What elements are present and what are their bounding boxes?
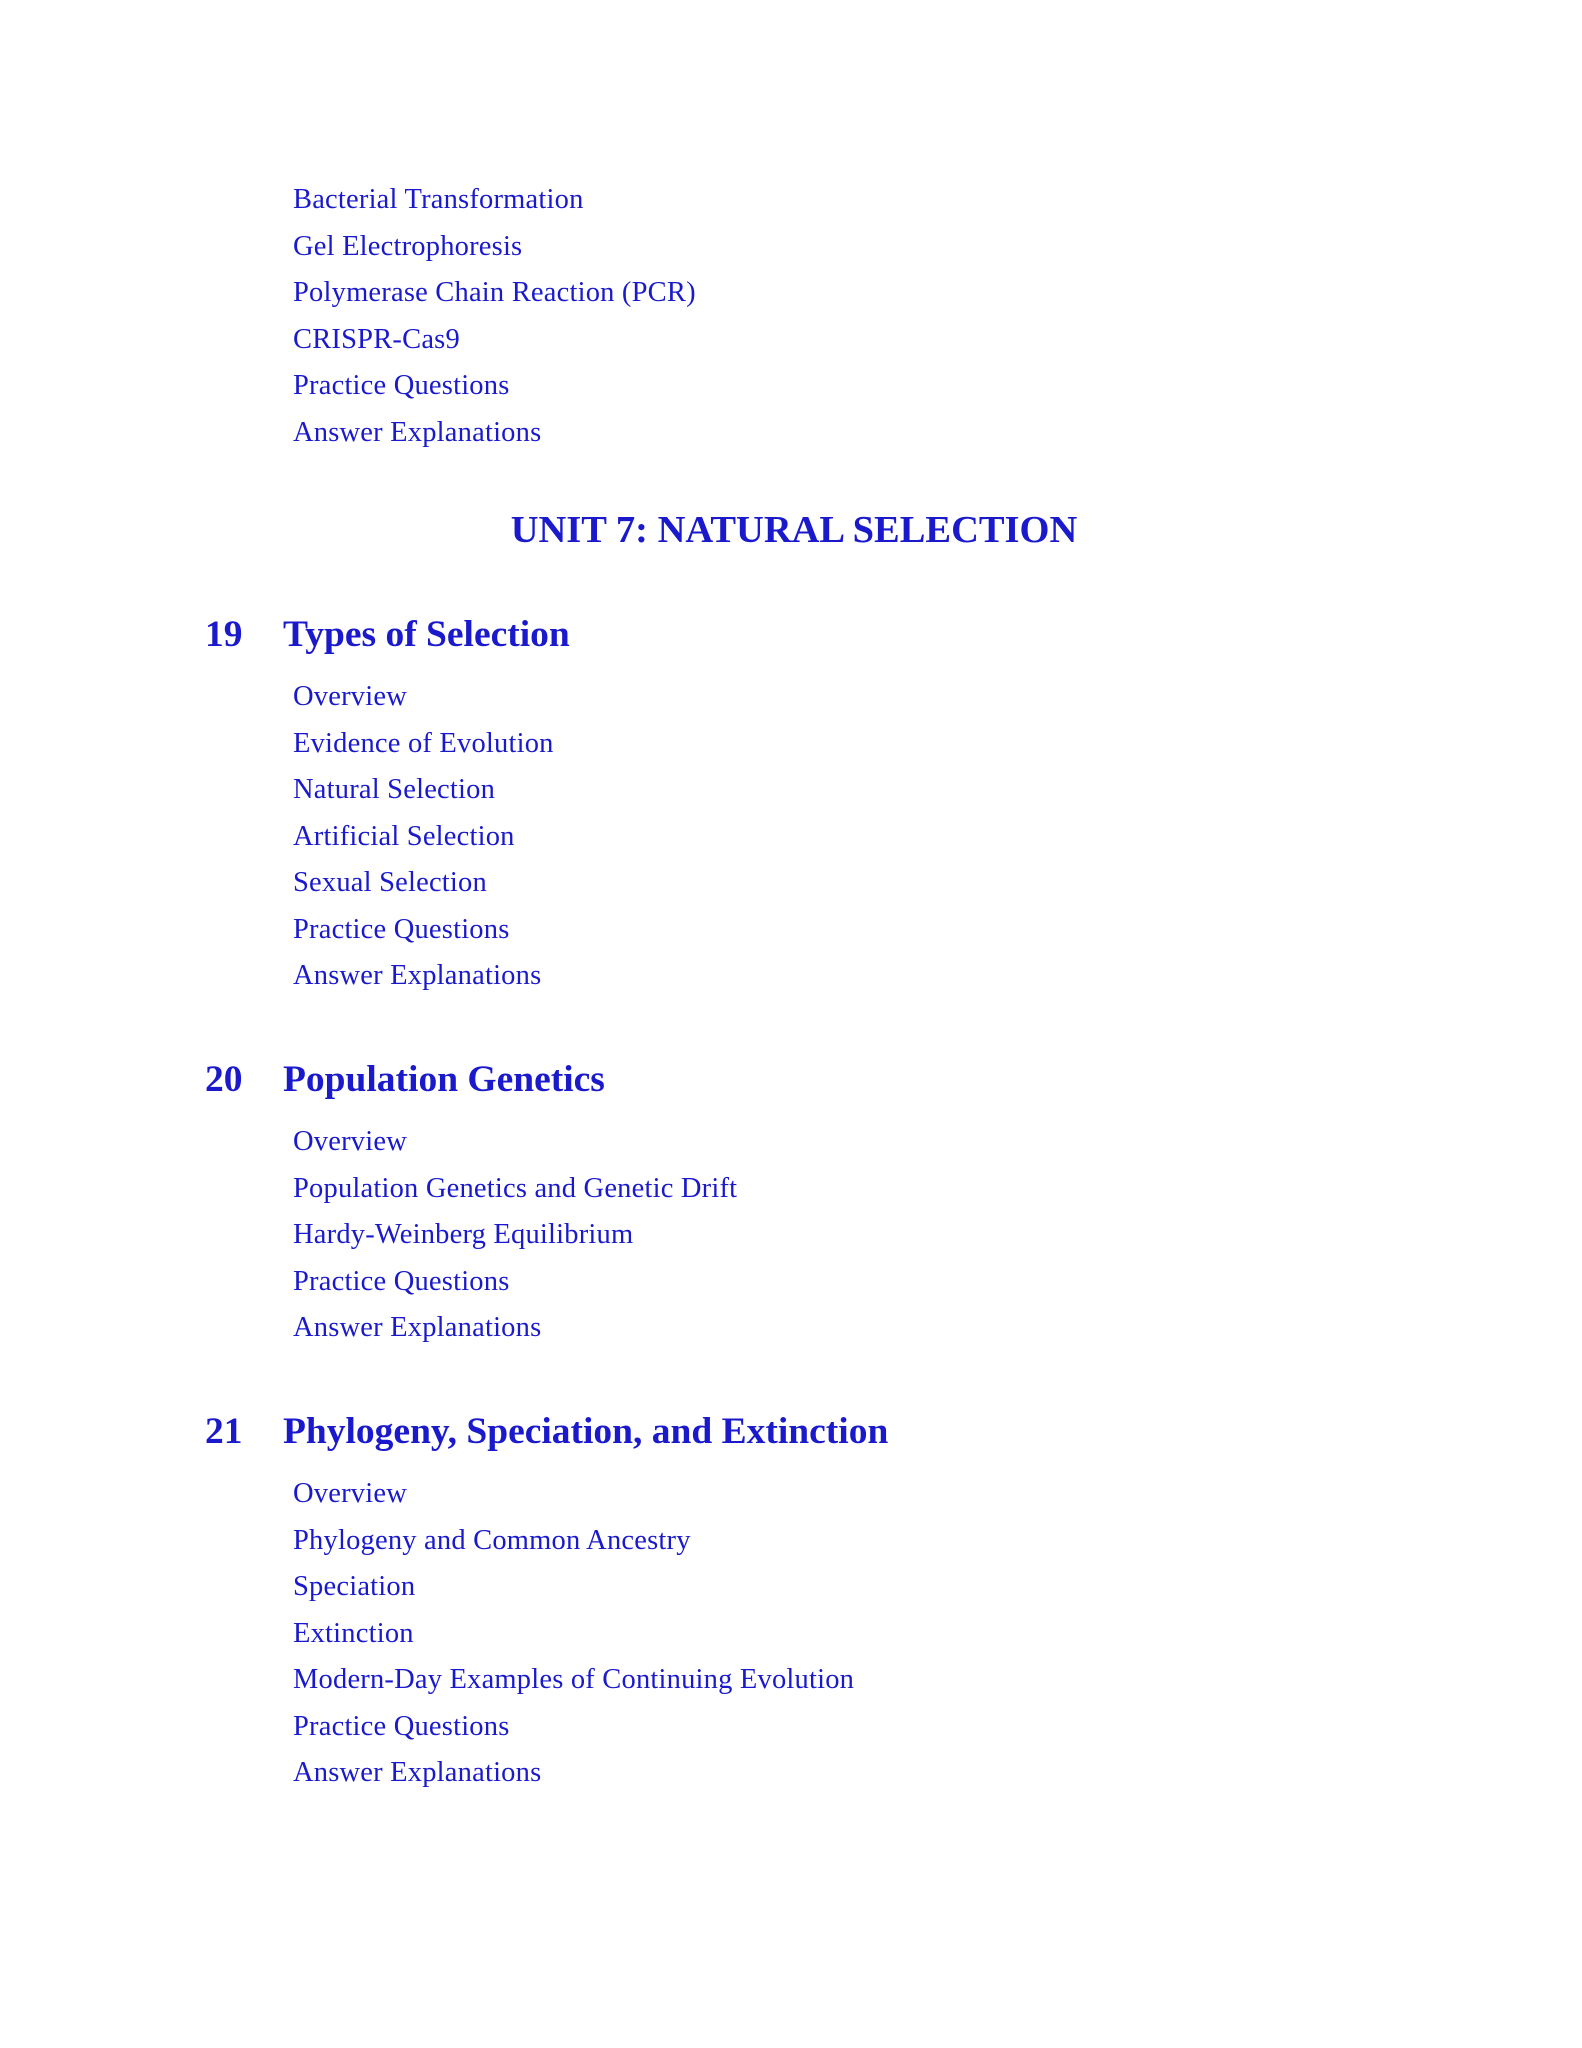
toc-link-practice-questions[interactable]: Practice Questions bbox=[293, 913, 510, 945]
toc-link-answer-explanations[interactable]: Answer Explanations bbox=[293, 1757, 542, 1788]
toc-link-artificial-selection[interactable]: Artificial Selection bbox=[293, 820, 515, 852]
chapter-toc-list bbox=[293, 674, 554, 1000]
chapter-toc-list bbox=[293, 1471, 854, 1797]
toc-link-evidence-of-evolution[interactable]: Evidence of Evolution bbox=[293, 727, 554, 759]
chapter-number: 21 bbox=[205, 1411, 243, 1452]
chapter-title: Types of Selection bbox=[283, 614, 570, 655]
toc-link-answer-explanations[interactable]: Answer Explanations bbox=[293, 416, 542, 448]
chapter-number: 20 bbox=[205, 1059, 243, 1100]
toc-link-extinction[interactable]: Extinction bbox=[293, 1617, 414, 1649]
toc-link-bacterial-transformation[interactable]: Bacterial Transformation bbox=[293, 184, 584, 215]
chapter-toc-list bbox=[293, 1119, 737, 1352]
continued-toc-list bbox=[293, 177, 696, 456]
toc-link-pcr[interactable]: Polymerase Chain Reaction (PCR) bbox=[293, 277, 696, 308]
toc-link-overview[interactable]: Overview bbox=[293, 1126, 407, 1157]
toc-link-practice-questions[interactable]: Practice Questions bbox=[293, 1710, 510, 1742]
toc-link-overview[interactable]: Overview bbox=[293, 681, 407, 712]
chapter-number: 19 bbox=[205, 614, 243, 655]
toc-link-answer-explanations[interactable]: Answer Explanations bbox=[293, 960, 542, 991]
toc-link-sexual-selection[interactable]: Sexual Selection bbox=[293, 867, 487, 898]
toc-link-overview[interactable]: Overview bbox=[293, 1478, 407, 1509]
toc-link-population-genetics-drift[interactable]: Population Genetics and Genetic Drift bbox=[293, 1172, 738, 1204]
chapter-title: Population Genetics bbox=[283, 1059, 605, 1100]
chapter-title: Phylogeny, Speciation, and Extinction bbox=[283, 1411, 889, 1452]
toc-link-continuing-evolution[interactable]: Modern-Day Examples of Continuing Evolution bbox=[293, 1664, 855, 1695]
toc-link-speciation[interactable]: Speciation bbox=[293, 1571, 416, 1602]
toc-link-answer-explanations[interactable]: Answer Explanations bbox=[293, 1312, 542, 1343]
toc-link-practice-questions[interactable]: Practice Questions bbox=[293, 1265, 510, 1297]
toc-link-practice-questions[interactable]: Practice Questions bbox=[293, 370, 510, 401]
unit-title[interactable]: UNIT 7: NATURAL SELECTION bbox=[510, 509, 1078, 551]
toc-link-phylogeny-common-ancestry[interactable]: Phylogeny and Common Ancestry bbox=[293, 1524, 691, 1556]
toc-link-gel-electrophoresis[interactable]: Gel Electrophoresis bbox=[293, 230, 523, 262]
toc-link-natural-selection[interactable]: Natural Selection bbox=[293, 774, 496, 805]
toc-link-hardy-weinberg[interactable]: Hardy-Weinberg Equilibrium bbox=[293, 1219, 634, 1250]
toc-link-crispr[interactable]: CRISPR-Cas9 bbox=[293, 323, 460, 355]
